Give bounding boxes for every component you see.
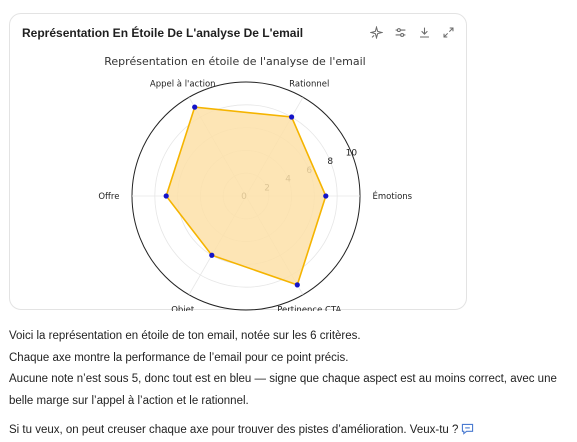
radar-chart [10,14,468,311]
chart-title: Représentation en étoile de l'analyse de l'email [104,55,366,68]
category-label: Pertinence CTA [277,305,342,311]
assistant-message [9,326,574,442]
data-point [289,114,294,119]
category-label: Objet [171,305,195,311]
message-line-2: Chaque axe montre la performance de l’email pour ce point précis. [9,351,349,364]
category-label: Émotions [372,192,413,202]
data-point [209,253,214,258]
message-line-3: Aucune note n’est sous 5, donc tout est en bleu — signe que chaque aspect est au moins correct, avec une belle marge sur l’appel à l’action et le rationnel. [9,373,557,407]
chat-bubble-icon[interactable] [461,423,474,435]
message-followup [9,420,574,442]
data-point [192,105,197,110]
category-label: Offre [98,192,120,202]
card-title: Représentation En Étoile De L'analyse De L'email [22,26,304,40]
data-point [164,193,169,198]
data-point [295,282,300,287]
radial-tick-label: 8 [327,157,334,168]
chart-card [9,13,467,310]
category-label: Appel à l'action [149,79,216,90]
followup-text: Si tu veux, on peut creuser chaque axe pour trouver des pistes d’amélioration. Veux-tu ? [9,424,459,436]
series-area [166,107,326,285]
radial-tick-label: 10 [345,148,358,159]
category-label: Rationnel [289,79,330,90]
message-line-1: Voici la représentation en étoile de ton email, notée sur les 6 critères. [9,330,361,342]
data-point [323,193,328,198]
